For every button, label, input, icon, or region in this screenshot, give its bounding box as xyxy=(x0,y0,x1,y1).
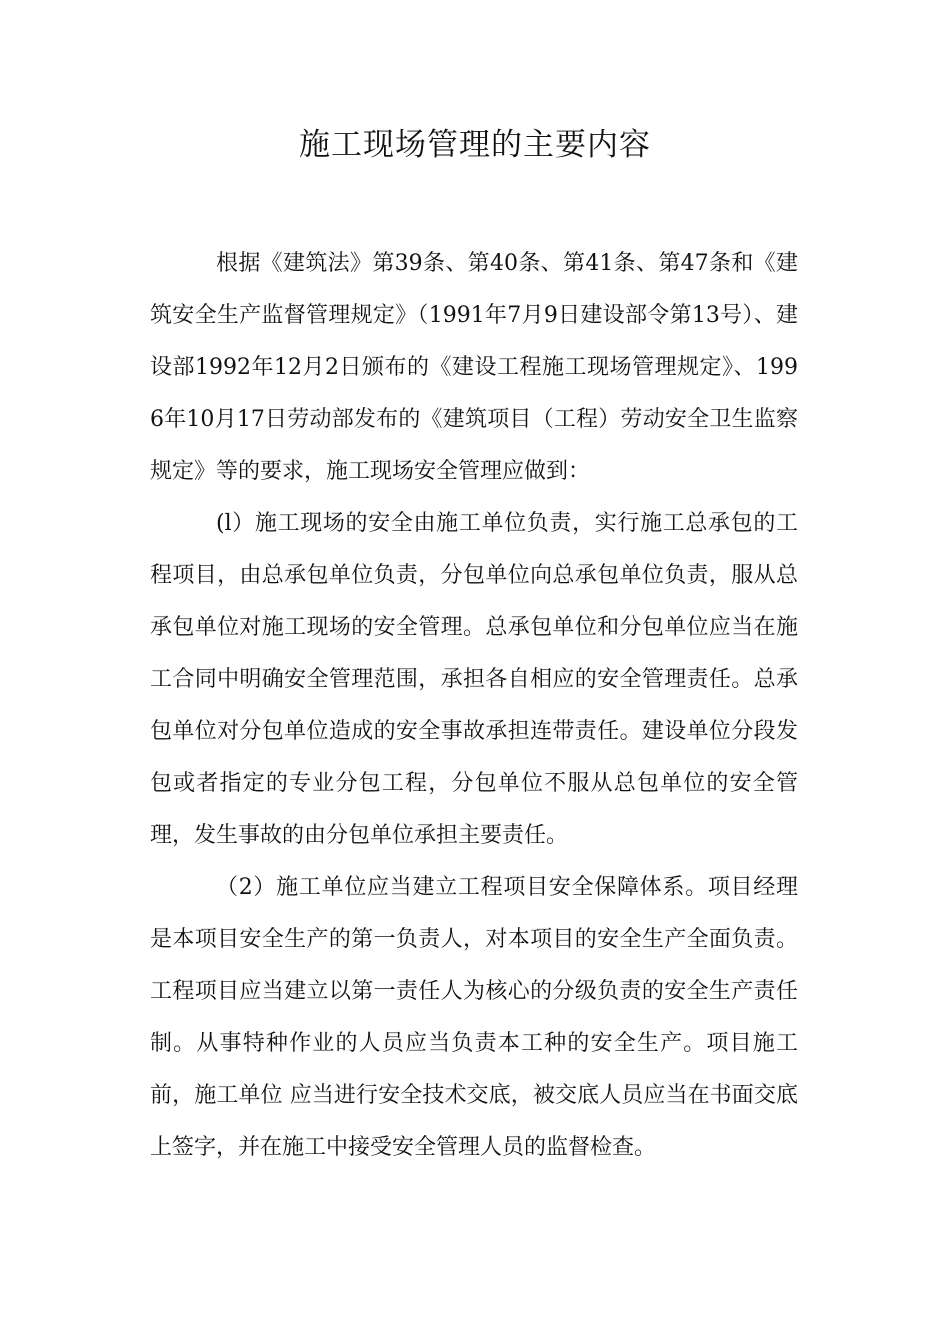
paragraph-item-1: (l）施工现场的安全由施工单位负责，实行施工总承包的工程项目，由总承包单位负责，分包单位向总承包单位负责，服从总承包单位对施工现场的安全管理。总承包单位和分包单位应当在施工合同中明确安全管理范围，承担各自相应的安全管理责任。总承包单位对分包单位造成的安全事故承担连带责任。建设单位分段发包或者指定的专业分包工程，分包单位不服从总包单位的安全管理，发生事故的由分包单位承担主要责任。 xyxy=(150,511,798,848)
paragraph-intro: 根据《建筑法》第39条、第40条、第41条、第47条和《建筑安全生产监督管理规定》（1991年7月9日建设部令第13号）、建设部1992年12月2日颁布的《建设工程施工现场管理规定》、1996年10月17日劳动部发布的《建筑项目（工程）劳动安全卫生监察规定》等的要求，施工现场安全管理应做到： xyxy=(150,251,798,484)
document-title: 施工现场管理的主要内容 xyxy=(299,127,651,163)
paragraph-item-2: （2）施工单位应当建立工程项目安全保障体系。项目经理是本项目安全生产的第一负责人，对本项目的安全生产全面负责。工程项目应当建立以第一责任人为核心的分级负责的安全生产责任制。从事特种作业的人员应当负责本工种的安全生产。项目施工前，施工单位 应当进行安全技术交底，被交底人员应当在书面交底上签字，并在施工中接受安全管理人员的监督检查。 xyxy=(150,875,798,1160)
document-body xyxy=(150,238,798,1174)
